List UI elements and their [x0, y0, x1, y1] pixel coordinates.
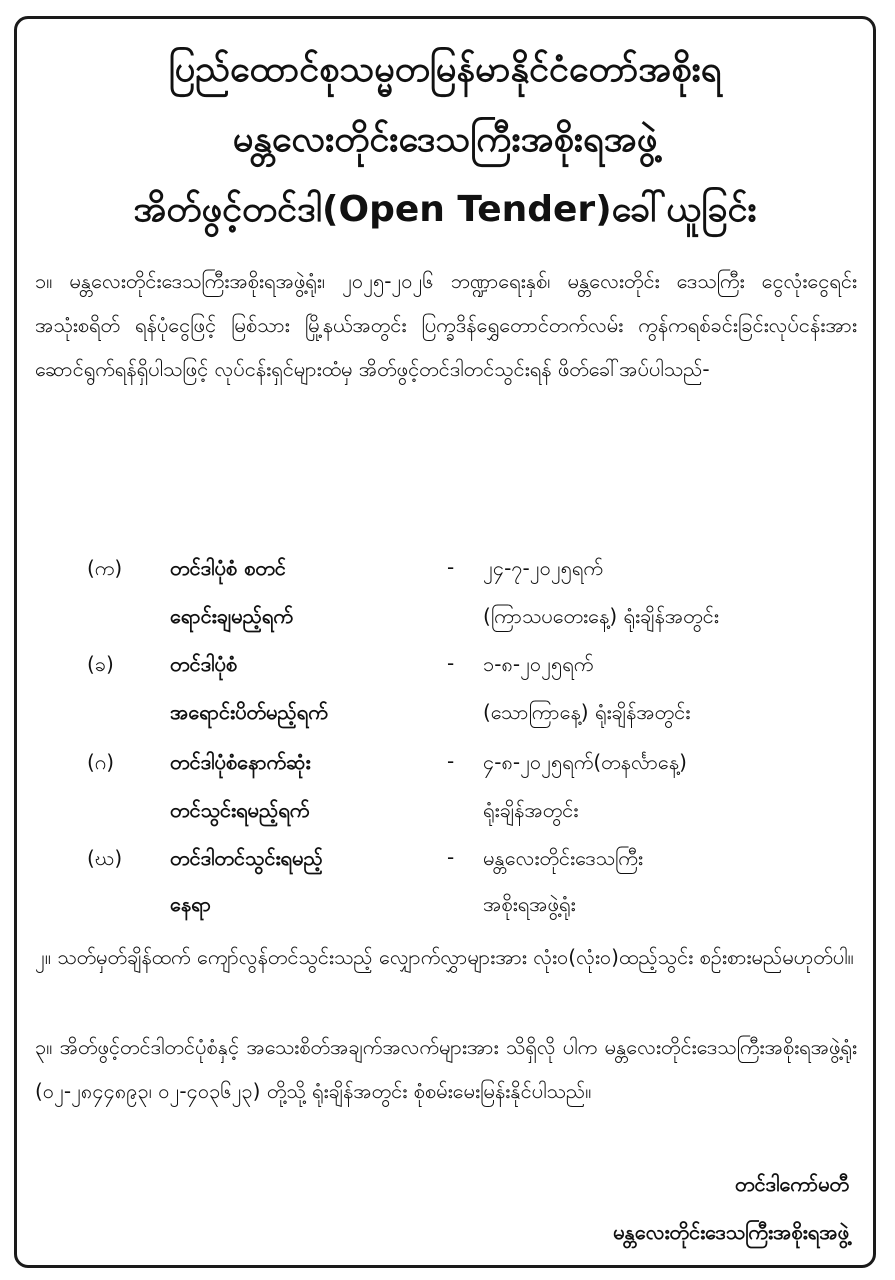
- item-value-gha-b: အစိုးရအဖွဲ့ရုံး: [483, 892, 576, 916]
- item-label-ka-a: တင်ဒါပုံစံ စတင်: [170, 556, 286, 580]
- heading-tender: အိတ်ဖွင့်တင်ဒါ(Open Tender)ခေါ်ယူခြင်း: [133, 189, 757, 230]
- signature-office: မန္တလေးတိုင်းဒေသကြီးအစိုးရအဖွဲ့: [613, 1220, 849, 1244]
- item-label-kha-b: အရောင်းပိတ်မည့်ရက်: [170, 700, 328, 724]
- item-mark-gha: (ဃ): [87, 846, 123, 870]
- item-label-ga-a: တင်ဒါပုံစံနောက်ဆုံး: [170, 750, 311, 774]
- item-value-ga-a: ၄-၈-၂၀၂၅ရက်(တနင်္လာနေ့): [483, 750, 687, 774]
- item-mark-kha: (ခ): [87, 652, 114, 676]
- heading-region: မန္တလေးတိုင်းဒေသကြီးအစိုးရအဖွဲ့: [232, 119, 658, 160]
- item-value-ka-a: ၂၄-၇-၂၀၂၅ရက်: [483, 556, 603, 580]
- signature-committee: တင်ဒါကော်မတီ: [734, 1172, 849, 1196]
- item-label-ka-b: ရောင်းချမည့်ရက်: [170, 604, 293, 628]
- item-value-kha-b: (သောကြာနေ့) ရုံးချိန်အတွင်း: [483, 700, 691, 724]
- paragraph-1: ၁။ မန္တလေးတိုင်းဒေသကြီးအစိုးရအဖွဲ့ရုံး၊ ၂၀၂၅-၂၀၂၆ ဘဏ္ဍာရေးနှစ်၊ မန္တလေးတိုင်း ဒေသကြီး ငွေလုံးငွေရင်းအသုံးစရိတ် ရန်ပုံငွေဖြင့် မြစ်သား မြို့နယ်အတွင်း ပြက္ခဒိန်ရွှေတောင်တက်လမ်း ကွန်ကရစ်ခင်းခြင်းလုပ်ငန်းအား ဆောင်ရွက်ရန်ရှိပါသဖြင့် လုပ်ငန်းရှင်များထံမှ အိတ်ဖွင့်တင်ဒါတင်သွင်းရန် ဖိတ်ခေါ်အပ်ပါသည်-: [35, 269, 857, 381]
- item-label-ga-b: တင်သွင်းရမည့်ရက်: [170, 798, 310, 822]
- item-value-gha-a: မန္တလေးတိုင်းဒေသကြီး: [483, 846, 643, 870]
- item-dash-ga: -: [447, 749, 455, 773]
- item-value-kha-a: ၁-၈-၂၀၂၅ရက်: [483, 652, 594, 676]
- paragraph-3: ၃။ အိတ်ဖွင့်တင်ဒါတင်ပုံစံနှင့် အသေးစိတ်အချက်အလက်များအား သိရှိလို ပါက မန္တလေးတိုင်းဒေသကြီးအစိုးရအဖွဲ့ရုံး (၀၂-၂၈၄၄၈၉၃၊ ၀၂-၄၀၃၆၂၃) တို့သို့ ရုံးချိန်အတွင်း စုံစမ်းမေးမြန်းနိုင်ပါသည်။: [35, 1035, 857, 1103]
- item-label-kha-a: တင်ဒါပုံစံ: [170, 652, 238, 676]
- item-dash-ka: -: [447, 555, 455, 579]
- item-dash-kha: -: [447, 651, 455, 675]
- item-label-gha-b: နေရာ: [170, 892, 211, 916]
- item-mark-ka: (က): [87, 556, 123, 580]
- item-value-ga-b: ရုံးချိန်အတွင်း: [483, 798, 579, 822]
- item-dash-gha: -: [447, 845, 455, 869]
- item-value-ka-b: (ကြာသပတေးနေ့) ရုံးချိန်အတွင်း: [483, 604, 719, 628]
- notice-frame: [14, 16, 876, 1268]
- paragraph-2: ၂။ သတ်မှတ်ချိန်ထက် ကျော်လွန်တင်သွင်းသည့် လျှောက်လွှာများအား လုံး၀(လုံး၀)ထည့်သွင်း စဉ်းစားမည်မဟုတ်ပါ။: [35, 945, 854, 969]
- item-mark-ga: (ဂ): [87, 750, 115, 774]
- heading-government: ပြည်ထောင်စုသမ္မတမြန်မာနိုင်ငံတော်အစိုးရ: [168, 49, 722, 90]
- item-label-gha-a: တင်ဒါတင်သွင်းရမည့်: [170, 846, 323, 870]
